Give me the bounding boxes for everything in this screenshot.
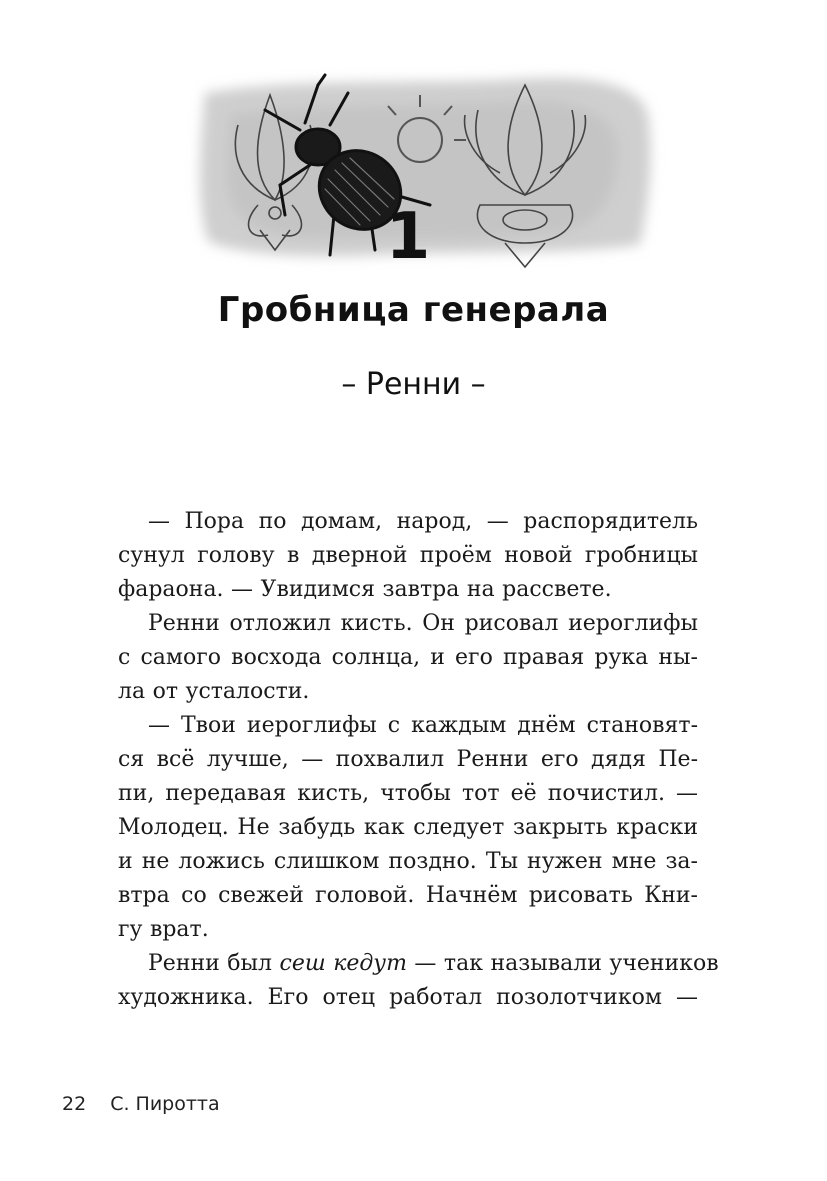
text-line: и не ложись слишком поздно. Ты нужен мне за-	[118, 849, 698, 874]
chapter-header-illustration	[0, 55, 827, 280]
text-fragment: Ренни был	[148, 951, 280, 976]
text-line: с самого восхода солнца, и его правая рука ны-	[118, 645, 698, 670]
text-line: художника. Его отец работал позолотчиком —	[118, 985, 698, 1010]
text-line: ла от усталости.	[118, 679, 310, 704]
text-line: ся всё лучше, — похвалил Ренни его дядя Пе-	[118, 747, 698, 772]
text-line: сунул голову в дверной проём новой гробницы	[118, 543, 698, 568]
chapter-narrator: – Ренни –	[341, 367, 486, 402]
chapter-number: 1	[385, 200, 431, 274]
text-line: — Пора по домам, народ, — распорядитель	[148, 509, 698, 534]
text-line: Ренни отложил кисть. Он рисовал иероглифы	[148, 611, 698, 636]
text-fragment: — так называли учеников	[406, 951, 719, 976]
text-line: — Твои иероглифы с каждым днём становят-	[148, 713, 698, 738]
page-number: 22	[62, 1093, 87, 1115]
body-text	[118, 505, 719, 1015]
text-line: Молодец. Не забудь как следует закрыть краски	[118, 815, 698, 840]
text-line: фараона. — Увидимся завтра на рассвете.	[118, 577, 612, 602]
text-line: гу врат.	[118, 917, 209, 942]
text-line: втра со свежей головой. Начнём рисовать Кни-	[118, 883, 698, 908]
text-line	[118, 947, 719, 981]
italic-term: сеш кедут	[279, 951, 407, 976]
page-footer	[62, 1093, 220, 1115]
chapter-title: Гробница генерала	[217, 290, 610, 330]
text-line: пи, передавая кисть, чтобы тот её почистил. —	[118, 781, 698, 806]
running-author: С. Пиротта	[110, 1093, 220, 1115]
